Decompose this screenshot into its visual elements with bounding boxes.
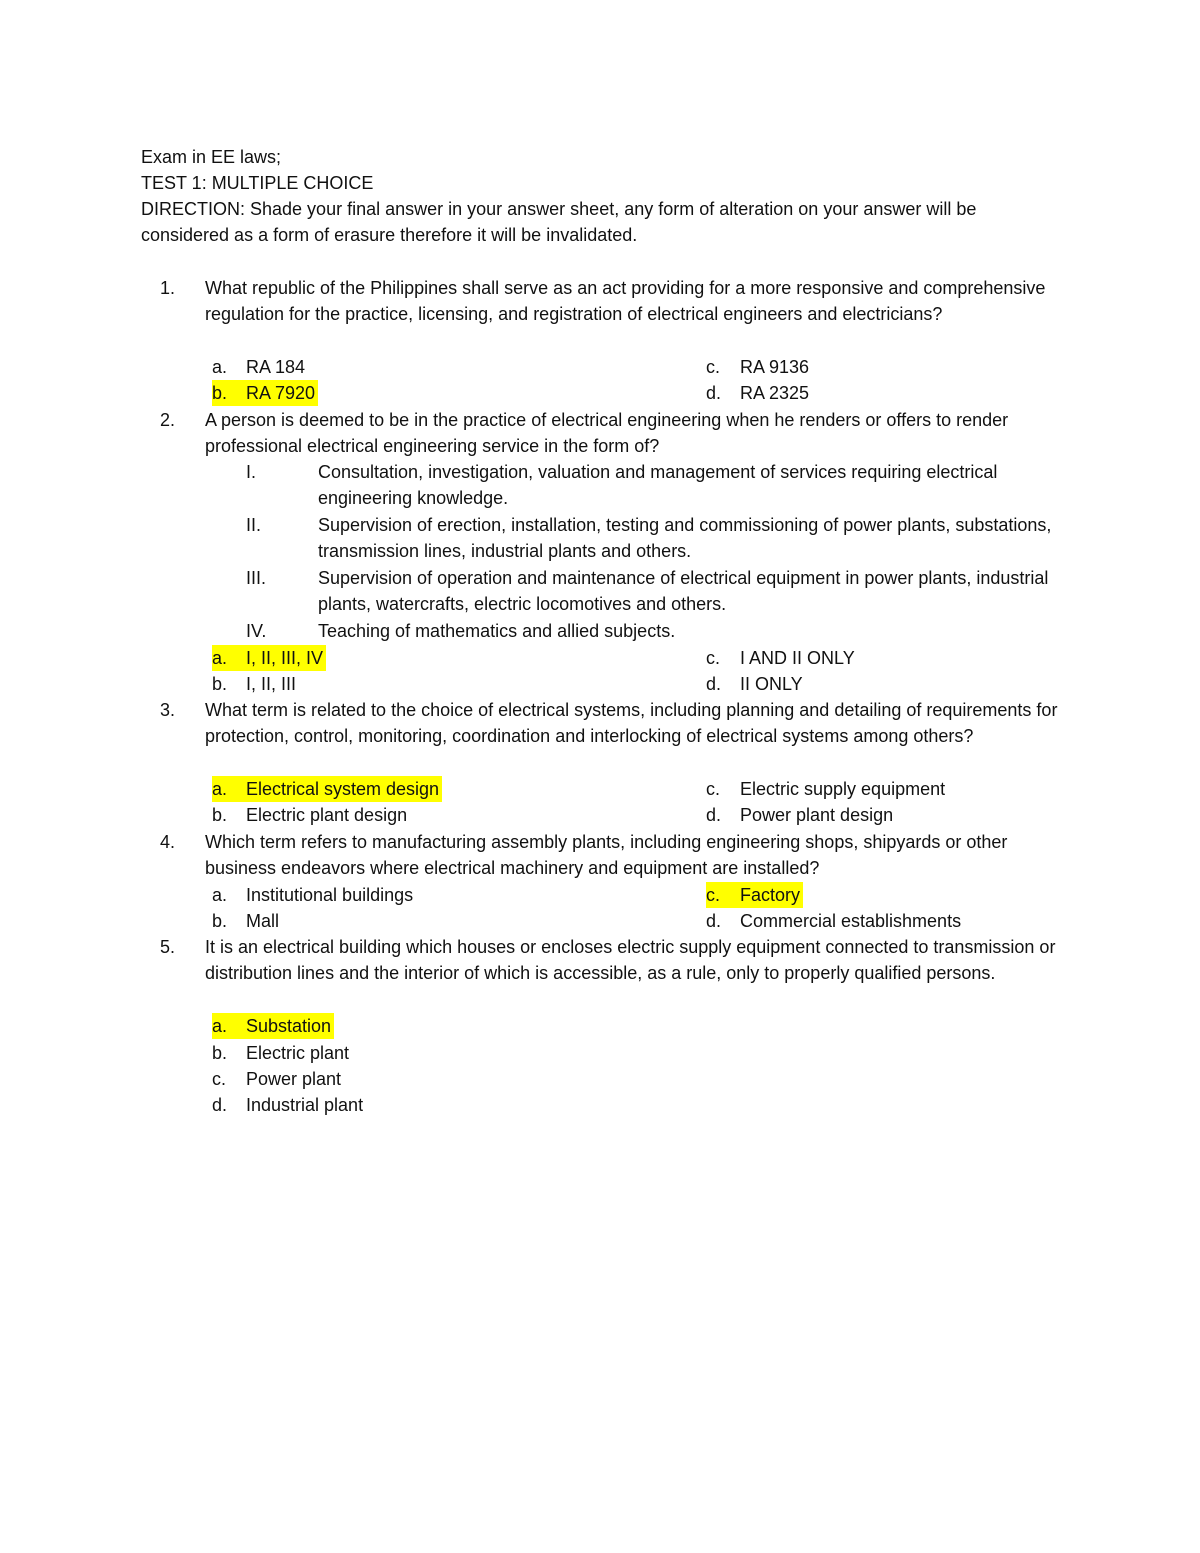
option-letter: b. (212, 911, 228, 931)
option-letter: b. (212, 674, 228, 694)
question-text: What republic of the Philippines shall serve as an act providing for a more responsive and comprehensive regulation for the practice, licensing, and registration of electrical engineers and electricians? (205, 278, 1046, 325)
option-c (706, 354, 809, 380)
option-letter: b. (212, 805, 228, 825)
question-text: It is an electrical building which houses or encloses electric supply equipment connected to transmission or distribution lines and the interior of which is accessible, as a rule, only to properly qualified persons. (205, 937, 1056, 984)
roman-item (246, 565, 1086, 618)
option-text: Institutional buildings (246, 885, 414, 905)
option-c-answer-highlight (706, 882, 803, 908)
option-letter: d. (212, 1095, 228, 1115)
option-d (706, 802, 893, 828)
roman-text: Teaching of mathematics and allied subjects. (318, 621, 676, 641)
option-letter: c. (212, 1069, 227, 1089)
option-letter: c. (706, 648, 721, 668)
option-text: Commercial establishments (740, 911, 962, 931)
option-letter: d. (706, 805, 722, 825)
option-c (212, 1066, 341, 1092)
roman-numeral: II. (246, 515, 262, 535)
option-b (212, 802, 407, 828)
question-text: A person is deemed to be in the practice of electrical engineering when he renders or offers to render professional electrical engineering service in the form of? (205, 410, 1009, 457)
option-letter: b. (212, 383, 228, 403)
option-text: RA 7920 (246, 383, 316, 403)
option-b (212, 1040, 349, 1066)
option-letter: c. (706, 885, 721, 905)
option-text: Power plant design (740, 805, 894, 825)
roman-text: Consultation, investigation, valuation and management of services requiring electrical engineering knowledge. (318, 462, 998, 509)
question-number: 4. (160, 832, 176, 852)
option-text: Electric plant design (246, 805, 408, 825)
roman-item (246, 618, 1086, 645)
option-text: Factory (740, 885, 801, 905)
option-text: I, II, III (246, 674, 297, 694)
option-a-answer-highlight (212, 1013, 334, 1039)
option-letter: b. (212, 1043, 228, 1063)
option-b (212, 908, 279, 934)
roman-text: Supervision of operation and maintenance of electrical equipment in power plants, industrial plants, watercrafts, electric locomotives and others. (318, 568, 1049, 615)
question-number: 2. (160, 410, 176, 430)
option-d (212, 1092, 363, 1118)
option-a-answer-highlight (212, 776, 442, 802)
question-number: 1. (160, 278, 176, 298)
option-d (706, 380, 809, 406)
option-text: Mall (246, 911, 280, 931)
option-letter: d. (706, 674, 722, 694)
question-text: Which term refers to manufacturing assembly plants, including engineering shops, shipyards or other business endeavors where electrical machinery and equipment are installed? (205, 832, 1008, 879)
option-d (706, 908, 961, 934)
option-text: Electric plant (246, 1043, 350, 1063)
option-letter: a. (212, 648, 228, 668)
roman-item (246, 459, 1086, 512)
option-text: Substation (246, 1016, 332, 1036)
roman-item (246, 512, 1086, 565)
option-text: II ONLY (740, 674, 803, 694)
option-b-answer-highlight (212, 380, 318, 406)
roman-numeral: I. (246, 462, 257, 482)
option-text: Electrical system design (246, 779, 440, 799)
option-text: Industrial plant (246, 1095, 364, 1115)
exam-title: Exam in EE laws; (141, 147, 282, 167)
roman-numeral: IV. (246, 621, 267, 641)
option-letter: c. (706, 357, 721, 377)
option-letter: a. (212, 1016, 228, 1036)
option-text: RA 9136 (740, 357, 810, 377)
question-number: 3. (160, 700, 176, 720)
question-text: What term is related to the choice of electrical systems, including planning and detailing of requirements for protection, control, monitoring, coordination and interlocking of electrical systems among others? (205, 700, 1058, 747)
option-letter: c. (706, 779, 721, 799)
option-text: I, II, III, IV (246, 648, 324, 668)
option-text: RA 184 (246, 357, 306, 377)
question-number: 5. (160, 937, 176, 957)
option-c (706, 645, 855, 671)
direction-line-1: DIRECTION: Shade your final answer in your answer sheet, any form of alteration on your answer will be (141, 199, 977, 219)
option-a (212, 354, 305, 380)
option-a (212, 882, 413, 908)
option-letter: a. (212, 885, 228, 905)
option-text: I AND II ONLY (740, 648, 855, 668)
option-letter: a. (212, 357, 228, 377)
option-d (706, 671, 803, 697)
option-letter: d. (706, 911, 722, 931)
test-heading: TEST 1: MULTIPLE CHOICE (141, 173, 374, 193)
roman-text: Supervision of erection, installation, testing and commissioning of power plants, substations, transmission lines, industrial plants and others. (318, 515, 1052, 562)
option-a-answer-highlight (212, 645, 326, 671)
option-letter: a. (212, 779, 228, 799)
roman-numeral: III. (246, 568, 267, 588)
option-text: Electric supply equipment (740, 779, 946, 799)
option-text: RA 2325 (740, 383, 810, 403)
option-text: Power plant (246, 1069, 342, 1089)
option-b (212, 671, 296, 697)
option-c (706, 776, 945, 802)
direction-line-2: considered as a form of erasure therefore it will be invalidated. (141, 225, 638, 245)
option-letter: d. (706, 383, 722, 403)
